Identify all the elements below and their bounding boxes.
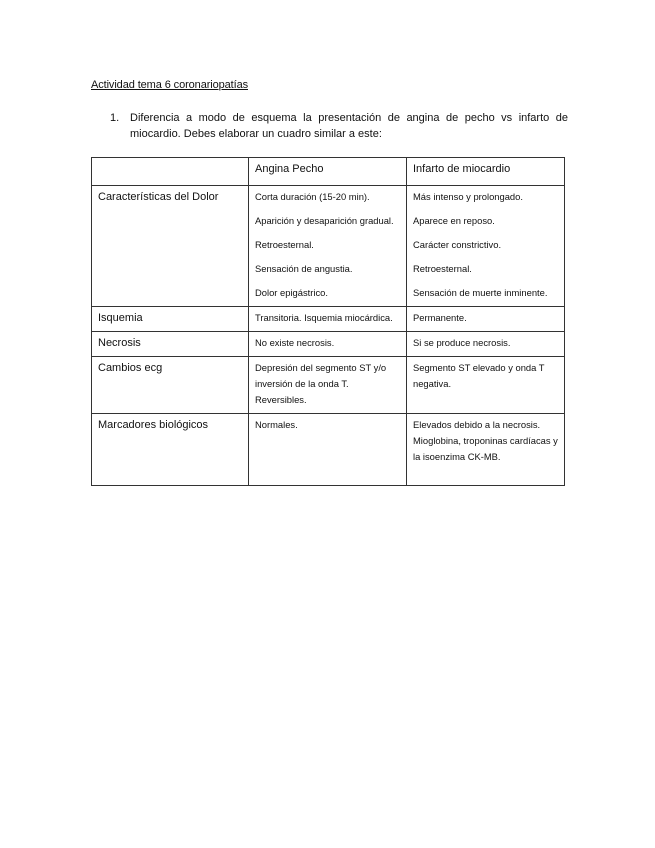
cell-line: Retroesternal. [255,239,314,250]
question-text: Diferencia a modo de esquema la presentación de angina de pecho vs infarto de miocardio. Debes elaborar un cuadro similar a este: [130,112,568,140]
cell-line: Sensación de muerte inminente. [413,287,548,298]
cell-line: Aparición y desaparición gradual. [255,215,394,226]
cell-line: Depresión del segmento ST y/o inversión de la onda T. Reversibles. [255,362,387,405]
cell-line: Retroesternal. [413,263,472,274]
angina-cell [249,307,407,332]
header-cell-empty [92,158,249,186]
cell-line: Más intenso y prolongado. [413,191,523,202]
angina-cell [249,186,407,307]
cell-line: Dolor epigástrico. [255,287,328,298]
infarto-cell [407,414,565,486]
angina-cell [249,357,407,414]
cell-line: Normales. [255,419,298,430]
table-row [92,307,565,332]
infarto-cell [407,307,565,332]
header-cell-angina: Angina Pecho [249,158,407,186]
question-item [110,110,568,142]
header-cell-infarto: Infarto de miocardio [407,158,565,186]
comparison-table [91,157,565,486]
page-title: Actividad tema 6 coronariopatías [91,79,248,91]
cell-line: No existe necrosis. [255,337,335,348]
cell-line: Sensación de angustia. [255,263,353,274]
row-label: Necrosis [92,332,249,357]
infarto-cell [407,186,565,307]
cell-line: Segmento ST elevado y onda T negativa. [413,362,545,389]
row-label: Marcadores biológicos [92,414,249,486]
table-header-row [92,158,565,186]
cell-line: Carácter constrictivo. [413,239,502,250]
cell-line: Corta duración (15-20 min). [255,191,370,202]
table-row [92,357,565,414]
cell-line: Aparece en reposo. [413,215,495,226]
cell-line: Transitoria. Isquemia miocárdica. [255,312,393,323]
infarto-cell [407,332,565,357]
table-row [92,414,565,486]
table-row [92,186,565,307]
infarto-cell [407,357,565,414]
question-number: 1. [110,112,120,124]
cell-line: Elevados debido a la necrosis. Mioglobina, troponinas cardíacas y la isoenzima CK-MB. [413,419,558,462]
row-label: Cambios ecg [92,357,249,414]
angina-cell [249,414,407,486]
row-label: Isquemia [92,307,249,332]
cell-line: Permanente. [413,312,467,323]
row-label: Características del Dolor [92,186,249,307]
cell-line: Si se produce necrosis. [413,337,511,348]
angina-cell [249,332,407,357]
table-row [92,332,565,357]
